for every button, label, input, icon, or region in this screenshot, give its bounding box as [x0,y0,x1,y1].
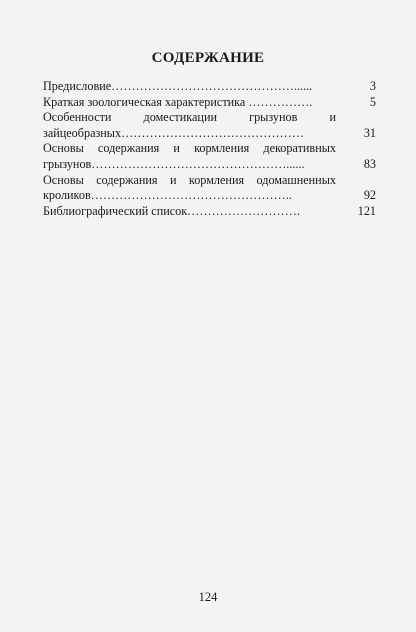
toc-entry-text-line-1: Особенности доместикации грызунов и [43,110,336,125]
toc-entry-preface [43,79,376,95]
toc-entry-rabbits [43,173,376,204]
toc-entry-text-line-2: кроликов………………………………………….. [43,188,292,203]
table-of-contents [43,79,376,219]
page-title: СОДЕРЖАНИЕ [151,50,265,66]
toc-entry-domestication [43,110,376,141]
toc-entry-text: Краткая зоологическая характеристика ……………. [43,94,313,109]
toc-page-number: 31 [363,125,376,140]
toc-entry-decorative-rodents [43,141,376,172]
toc-entry-text-line-1: Основы содержания и кормления декоративных [43,141,336,156]
page-number: 124 [198,590,218,604]
toc-page-number: 121 [357,203,376,218]
toc-page-number: 92 [363,188,376,203]
toc-entry-bibliography [43,204,376,220]
toc-page-number: 83 [363,156,376,171]
toc-entry-text: Предисловие………………………………………...... [43,79,313,93]
toc-entry-text-line-2: грызунов…………………………………………...... [43,156,305,171]
toc-entry-text: Библиографический список………………………. [43,203,300,218]
toc-page-number: 3 [369,79,376,93]
toc-page-number: 5 [369,94,376,109]
toc-entry-zoology [43,95,376,111]
toc-entry-text-line-2: зайцеобразных……………………………………… [43,125,304,140]
toc-entry-text-line-1: Основы содержания и кормления одомашненных [43,172,336,187]
